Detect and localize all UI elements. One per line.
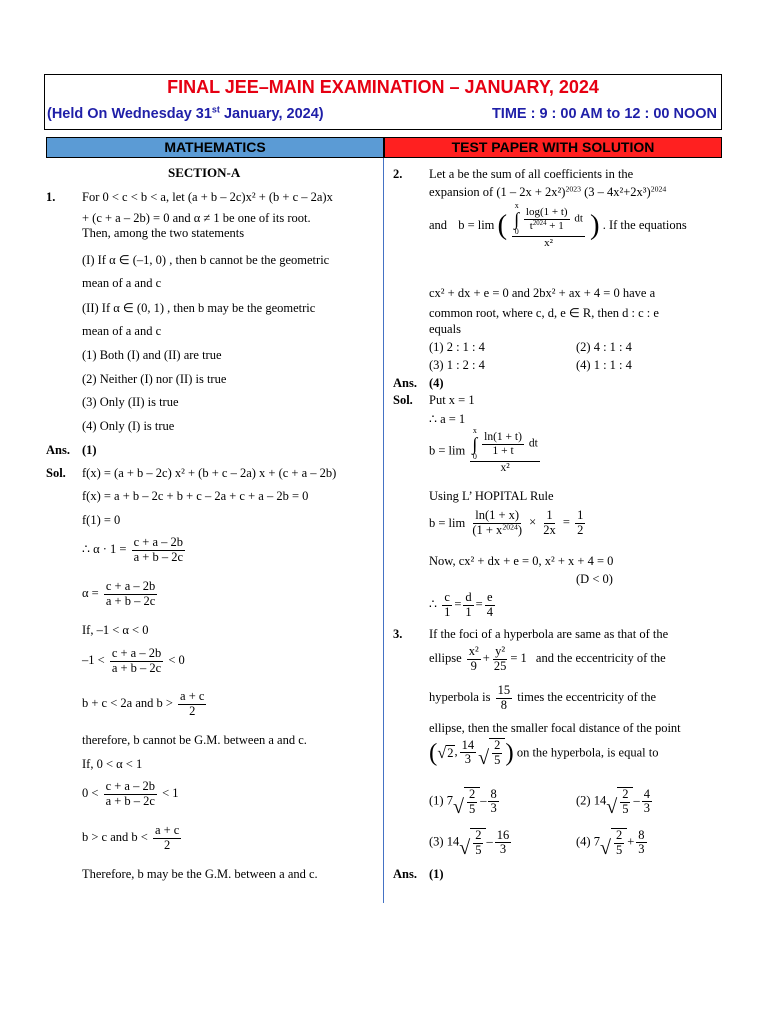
option-2: (2) Neither (I) nor (II) is true — [82, 372, 227, 386]
option-3: (3) 14 √ $\frac{2}{5}$ – $\frac{16}{3}$ — [429, 827, 510, 859]
fraction: $\frac{c + a - 2b}{a + b - 2c}$ — [133, 535, 183, 564]
solution-line: Put x = 1 — [429, 393, 475, 407]
solution-equation: b = lim $\frac{\ln(1 + x)}{(1 + x^{2024})}$ × $\frac{1}{2x}$ = $\frac{1}{2}$ — [429, 508, 584, 537]
solution-label: Sol. — [393, 393, 413, 407]
fraction: $\frac{c}{1}$ — [444, 590, 451, 619]
fraction: $\frac{8}{3}$ — [490, 786, 497, 816]
solution-line: Now, cx² + dx + e = 0, x² + x + 4 = 0 — [429, 554, 614, 568]
square-root: √ $\frac{2}{5}$ — [478, 738, 505, 768]
question-text: common root, where c, d, e ∈ R, then d : c : e — [429, 306, 659, 320]
paper-bar: TEST PAPER WITH SOLUTION — [384, 137, 722, 158]
fraction: $\frac{\text{y²}}{25}$ — [493, 644, 507, 673]
solution-equation: –1 < $\frac{c + a - 2b}{a + b - 2c}$ < 0 — [82, 646, 185, 675]
question-text: Then, among the two statements — [82, 226, 245, 240]
fraction: $\frac{e}{4}$ — [486, 590, 493, 619]
fraction: $\frac{c + a - 2b}{a + b - 2c}$ — [105, 779, 155, 808]
column-divider — [383, 158, 384, 903]
left-paren: ( — [429, 739, 438, 767]
question-text: For 0 < c < b < a, let (a + b – 2c)x² + (b + c – 2a)x — [82, 190, 333, 204]
limit-fraction: x ∫ 0 $\frac{\log(1 + t)}{t^{2024} + 1}$ dt x² — [514, 201, 583, 249]
exam-time: TIME : 9 : 00 AM to 12 : 00 NOON — [491, 106, 717, 122]
fraction: $\frac{c + a - 2b}{a + b - 2c}$ — [111, 646, 162, 675]
right-paren: ) — [590, 209, 600, 242]
solution-line: If, 0 < α < 1 — [82, 757, 143, 771]
integral-sign: x ∫ 0 — [514, 201, 520, 236]
option-2: (2) 14 √ $\frac{2}{5}$ – $\frac{4}{3}$ — [576, 786, 650, 818]
fraction: $\frac{14}{3}$ — [461, 737, 475, 767]
question-text: Let a be the sum of all coefficients in the — [429, 167, 634, 181]
solution-line: Therefore, b may be the G.M. between a and c. — [82, 867, 318, 881]
exam-date: (Held On Wednesday 31st January, 2024) — [47, 104, 324, 122]
fraction: $\frac{a + c}{2}$ — [154, 823, 180, 852]
square-root: √ $\frac{2}{5}$ — [453, 787, 480, 817]
option-2: (2) 4 : 1 : 4 — [576, 340, 632, 354]
option-4: (4) 7 √ $\frac{2}{5}$ + $\frac{8}{3}$ — [576, 827, 645, 859]
fraction: $\frac{16}{3}$ — [496, 827, 510, 857]
solution-line: ∴ a = 1 — [429, 412, 466, 426]
option-1: (1) 2 : 1 : 4 — [429, 340, 485, 354]
statement-2: (II) If α ∈ (0, 1) , then b may be the geometric — [82, 301, 316, 315]
right-paren: ) — [505, 739, 514, 767]
solution-line: f(1) = 0 — [82, 513, 121, 527]
solution-equation: b = lim x ∫ 0 $\frac{\ln(1 + t)}{1 + t}$ dt x² — [429, 426, 538, 474]
solution-equation: ∴ α · 1 = $\frac{c + a - 2b}{a + b - 2c}$ — [82, 535, 183, 564]
solution-label: Sol. — [46, 466, 66, 480]
question-text: expansion of $(1 - 2x + 2x^2)^{2023}$ $(3 - 4x^2+2x^3)^{2024}$ — [429, 184, 667, 199]
answer-value: (4) — [429, 376, 444, 390]
square-root: √ $\frac{2}{5}$ — [600, 828, 627, 858]
question-text: + (c + a – 2b) = 0 and α ≠ 1 be one of its root. — [82, 211, 311, 225]
answer-value: (1) — [82, 443, 97, 457]
solution-equation: b + c < 2a and b > $\frac{a + c}{2}$ — [82, 689, 205, 718]
solution-equation: α = $\frac{c + a - 2b}{a + b - 2c}$ — [82, 579, 156, 608]
integral-sign: x ∫ 0 — [472, 426, 478, 461]
fraction: $\frac{8}{3}$ — [638, 827, 645, 857]
question-equation: ( √ 2 , $\frac{14}{3}$ √ $\frac{2}{5}$ ) on the hyperbola, is equal to — [429, 737, 659, 769]
option-1: (1) Both (I) and (II) are true — [82, 348, 222, 362]
answer-value: (1) — [429, 867, 444, 881]
fraction: $\frac{15}{8}$ — [497, 683, 511, 712]
question-number: 1. — [46, 190, 56, 204]
statement-1: (I) If α ∈ (–1, 0) , then b cannot be the geometric — [82, 253, 330, 267]
integrand: $\frac{\ln(1 + t)}{1 + t}$ — [484, 430, 522, 457]
fraction: $\frac{4}{3}$ — [643, 786, 650, 816]
fraction: $\frac{d}{1}$ — [465, 590, 472, 619]
fraction: $\frac{1}{2x}$ — [543, 508, 556, 537]
exam-header — [44, 74, 722, 130]
square-root: √ $\frac{2}{5}$ — [606, 787, 633, 817]
statement-1: mean of a and c — [82, 276, 162, 290]
question-number: 2. — [393, 167, 403, 181]
left-paren: ( — [497, 209, 508, 242]
question-text: ellipse, then the smaller focal distance of the point — [429, 721, 681, 735]
option-1: (1) 7 √ $\frac{2}{5}$ – $\frac{8}{3}$ — [429, 786, 497, 818]
square-root: √ 2 — [437, 743, 454, 762]
fraction: $\frac{c + a - 2b}{a + b - 2c}$ — [105, 579, 156, 608]
question-text: cx² + dx + e = 0 and 2bx² + ax + 4 = 0 have a — [429, 286, 656, 300]
exam-title: FINAL JEE–MAIN EXAMINATION – JANUARY, 2024 — [167, 77, 599, 97]
limit-fraction: x ∫ 0 $\frac{\ln(1 + t)}{1 + t}$ dt x² — [472, 426, 538, 474]
solution-line: therefore, b cannot be G.M. between a and c. — [82, 733, 307, 747]
solution-line: f(x) = (a + b – 2c) x² + (b + c – 2a) x + (c + a – 2b) — [82, 466, 337, 480]
integrand: $\frac{\log(1 + t)}{t^{2024} + 1}$ — [525, 206, 568, 232]
statement-2: mean of a and c — [82, 324, 162, 338]
subject-bar: MATHEMATICS — [46, 137, 384, 158]
option-4: (4) Only (I) is true — [82, 419, 175, 433]
solution-equation: b > c and b < $\frac{a + c}{2}$ — [82, 823, 180, 852]
answer-label: Ans. — [393, 867, 417, 881]
solution-line: f(x) = a + b – 2c + b + c – 2a + c + a – 2b = 0 — [82, 489, 309, 503]
answer-label: Ans. — [46, 443, 70, 457]
solution-line: Using L’ HOPITAL Rule — [429, 489, 554, 503]
answer-label: Ans. — [393, 376, 417, 390]
option-3: (3) Only (II) is true — [82, 395, 179, 409]
question-text: equals — [429, 322, 461, 336]
section-title: SECTION-A — [168, 165, 241, 180]
question-equation: hyperbola is $\frac{15}{8}$ times the eccentricity of the — [429, 683, 657, 712]
fraction: $\frac{1}{2}$ — [577, 508, 584, 537]
question-number: 3. — [393, 627, 403, 641]
solution-equation: 0 < $\frac{c + a - 2b}{a + b - 2c}$ < 1 — [82, 779, 179, 808]
solution-line: If, –1 < α < 0 — [82, 623, 149, 637]
question-equation: ellipse $\frac{\text{x²}}{9}$ + $\frac{\text{y²}}{25}$ = 1 and the eccentricity of the — [429, 644, 666, 673]
option-4: (4) 1 : 1 : 4 — [576, 358, 632, 372]
question-text: If the foci of a hyperbola are same as that of the — [429, 627, 669, 641]
solution-equation: ∴ $\frac{c}{1}$ = $\frac{d}{1}$ = $\frac{e}{4}$ — [429, 590, 493, 619]
option-3: (3) 1 : 2 : 4 — [429, 358, 485, 372]
solution-line: (D < 0) — [576, 572, 613, 586]
fraction: $\frac{\text{x²}}{9}$ — [468, 644, 479, 673]
fraction: $\frac{a + c}{2}$ — [180, 689, 205, 718]
square-root: √ $\frac{2}{5}$ — [459, 828, 486, 858]
fraction: $\frac{\ln(1 + x)}{(1 + x^{2024})}$ — [472, 508, 522, 537]
limit-definition: and b = lim ( x ∫ 0 $\frac{\log(1 + t)}{t^{2024} + 1}$ dt x² ) . If the equations — [429, 201, 687, 249]
